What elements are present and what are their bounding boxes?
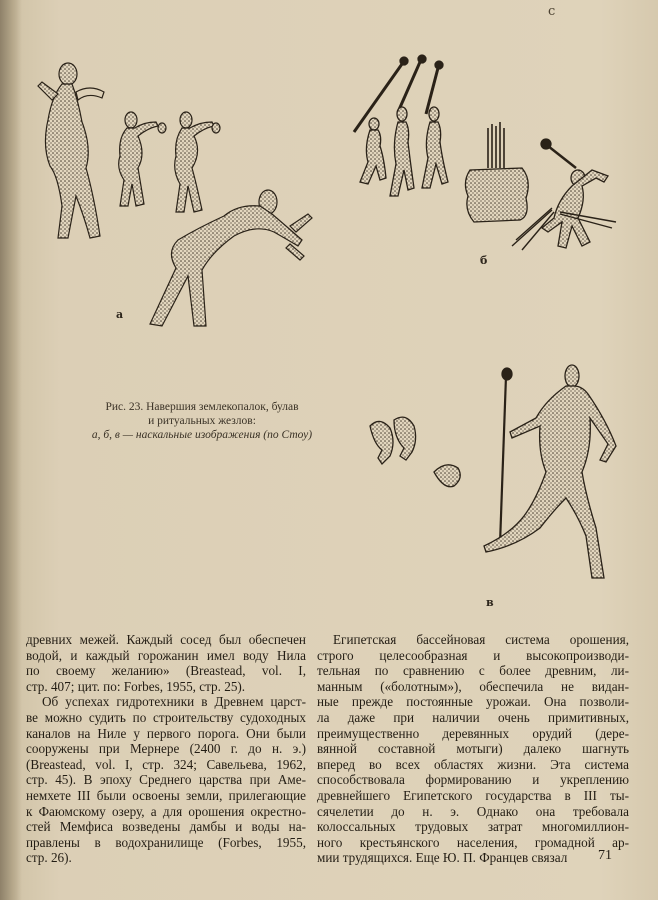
text-line: вперед во всех областях жизни. Эта система xyxy=(317,756,629,772)
text-line: манным («болотным»), обеспечила не видан- xyxy=(317,678,629,694)
text-line: стр. 407; цит. по: Forbes, 1955, стр. 25). xyxy=(26,678,246,694)
left-text-column xyxy=(26,632,306,866)
text-line: древних межей. Каждый сосед был обеспечен xyxy=(26,632,306,647)
text-line: по своему желанию» (Breastead, vol. I, xyxy=(26,663,306,679)
text-line: вянной составной мотыги) далеко шагнуть xyxy=(317,741,629,757)
text-line: сооружены при Мернере (2400 г. до н. э.) xyxy=(26,741,306,757)
text-line: ла даже при наличии очень примитивных, xyxy=(317,709,629,725)
text-line: (Breastead, vol. I, стр. 324; Савельева, 1962, xyxy=(26,756,306,772)
text-line: сячелетии до н. э. Однако она требовала xyxy=(317,803,629,819)
text-line: колоссальных трудовых затрат многомиллион- xyxy=(317,819,629,835)
page-mark: с xyxy=(548,4,556,19)
text-line: правлены в водохранилище (Forbes, 1955, xyxy=(26,834,306,850)
rock-art-figure-a xyxy=(28,56,328,346)
text-line: стр. 26). xyxy=(26,850,72,866)
text-line: водой, и каждый горожанин имел воду Нила xyxy=(26,647,306,663)
page-gutter-shadow xyxy=(0,0,22,900)
caption-line-2: а, б, в — наскальные изображения (по Стоу) xyxy=(91,429,313,441)
figure-label-b: б xyxy=(480,254,488,267)
text-line: преимущественно деревянных орудий (дере- xyxy=(317,725,629,741)
text-line: ве можно судить по строительству судоходных xyxy=(26,709,306,725)
text-line: строго целесообразная и высокопроизводи- xyxy=(317,647,629,663)
text-line: Египетская бассейновая система орошения, xyxy=(333,632,629,647)
text-line: мии трудящихся. Еще Ю. П. Францев связал xyxy=(317,850,568,866)
page-number: 71 xyxy=(598,848,612,863)
caption-line-1b: и ритуальных жезлов: xyxy=(148,415,256,427)
text-line: каналов на Ниле у первого порога. Они были xyxy=(26,725,306,741)
figure-caption xyxy=(68,400,336,442)
rock-art-figure-b xyxy=(346,50,636,260)
figure-label-a: а xyxy=(116,308,124,321)
text-line: способствовала формированию и укреплению xyxy=(317,772,629,788)
text-line: тельная по сравнению с более древним, ли- xyxy=(317,663,629,679)
rock-art-figure-v xyxy=(360,360,620,600)
text-line: ного крестьянского населения, громадной ар- xyxy=(317,834,629,850)
text-line: древнейшего Египетского государства в III ты- xyxy=(317,787,629,803)
text-line: ные прежде постоянные урожаи. Она позволи- xyxy=(317,694,629,710)
right-text-column xyxy=(317,632,629,866)
figure-label-v: в xyxy=(486,596,494,609)
text-line: немхете III были освоены земли, прилегающие xyxy=(26,787,306,803)
text-line: к Фаюмскому озеру, а для орошения окрестно- xyxy=(26,803,306,819)
caption-line-1: Рис. 23. Навершия землекопалок, булав xyxy=(105,401,299,413)
text-line: стр. 45). В эпоху Среднего царства при Аме- xyxy=(26,772,306,788)
text-line: стей Мемфиса возведены дамбы и воды на- xyxy=(26,819,306,835)
text-line: Об успехах гидротехники в Древнем царст- xyxy=(42,694,306,710)
